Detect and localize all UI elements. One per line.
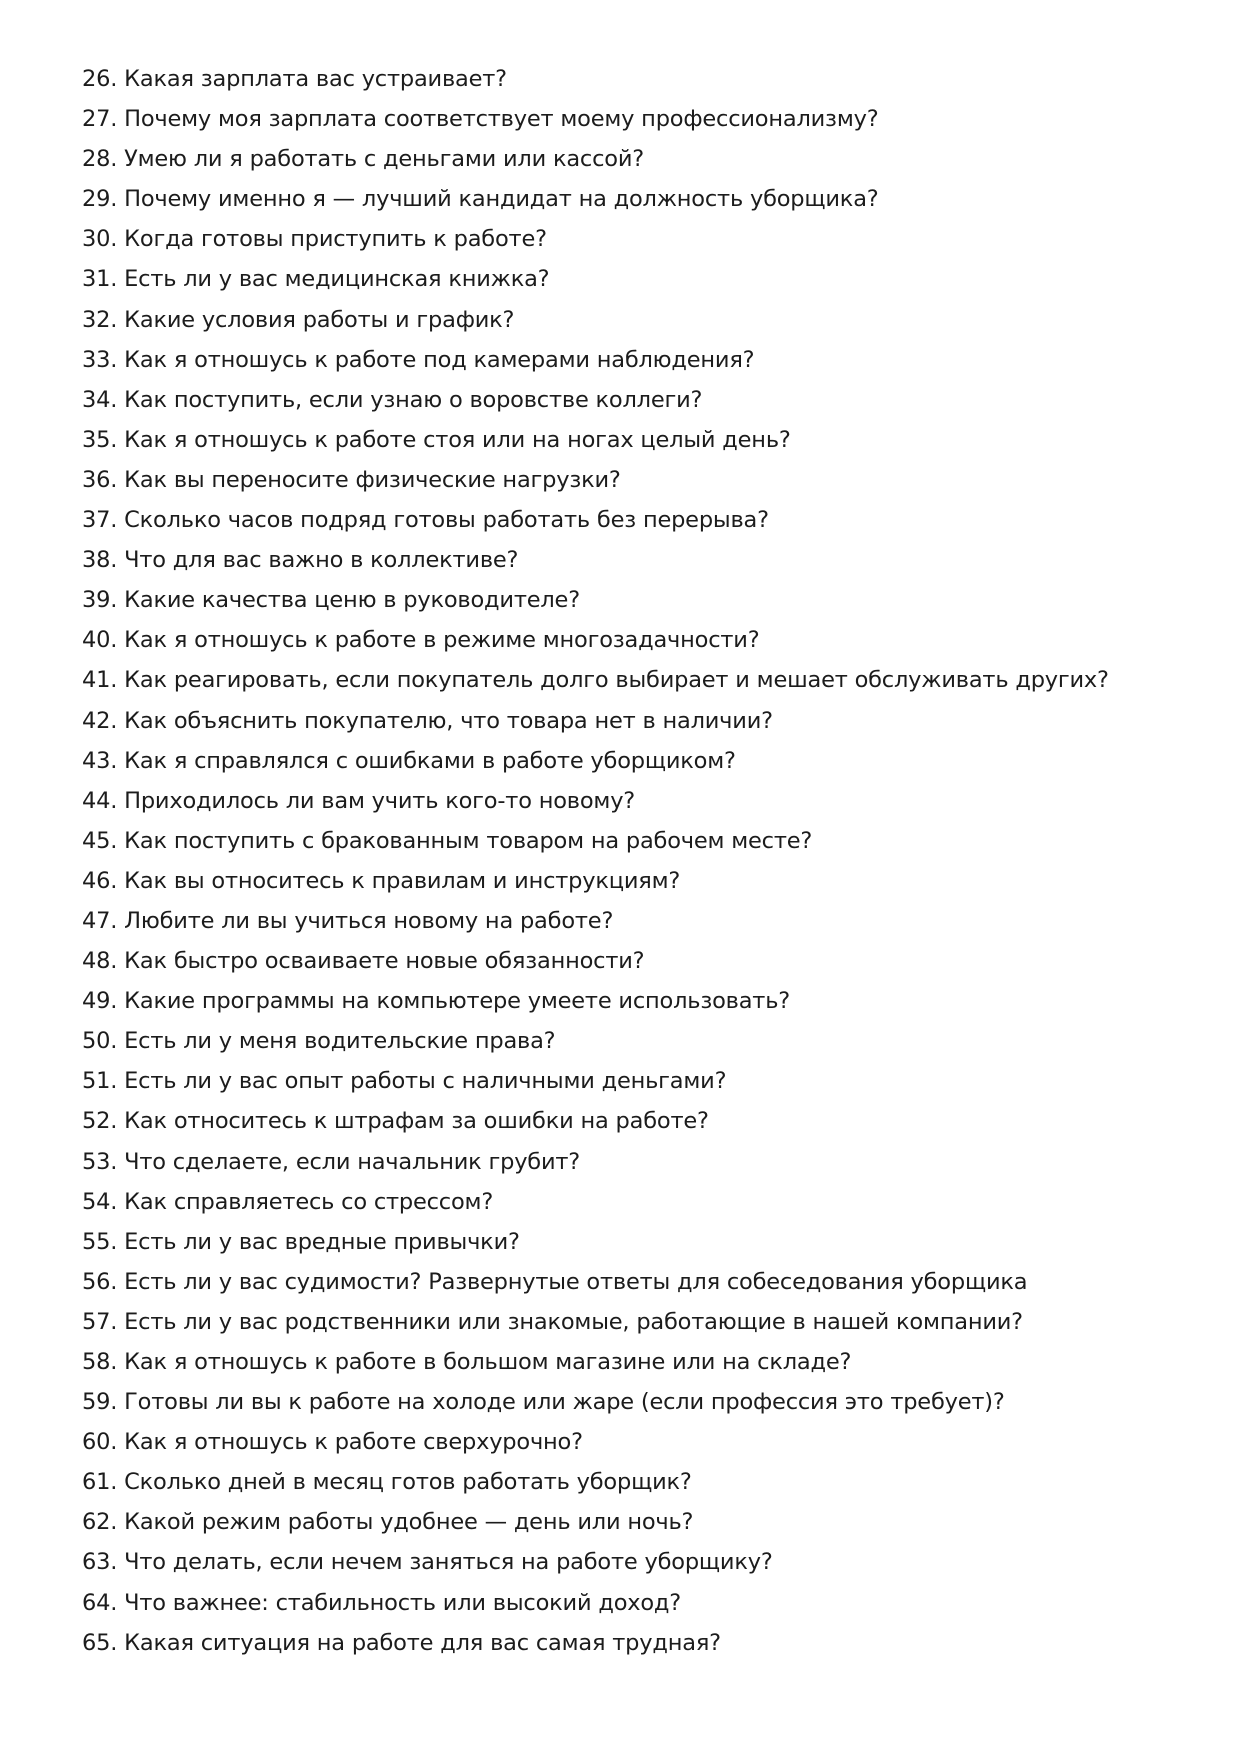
question-item: 56. Есть ли у вас судимости? Развернутые ответы для собеседования уборщика	[82, 1268, 1028, 1295]
question-item: 30. Когда готовы приступить к работе?	[82, 226, 547, 253]
question-item: 51. Есть ли у вас опыт работы с наличными деньгами?	[82, 1068, 727, 1095]
question-item: 55. Есть ли у вас вредные привычки?	[82, 1228, 520, 1255]
question-item: 58. Как я отношусь к работе в большом магазине или на складе?	[82, 1349, 852, 1375]
question-item: 41. Как реагировать, если покупатель долго выбирает и мешает обслуживать других?	[82, 667, 1109, 694]
question-item: 33. Как я отношусь к работе под камерами наблюдения?	[82, 346, 755, 373]
question-item: 47. Любите ли вы учиться новому на работе?	[82, 907, 614, 934]
question-item: 50. Есть ли у меня водительские права?	[82, 1028, 556, 1055]
question-list	[82, 62, 1202, 1666]
question-item: 28. Умею ли я работать с деньгами или кассой?	[82, 146, 645, 173]
question-item: 26. Какая зарплата вас устраивает?	[82, 66, 507, 92]
question-item: 39. Какие качества ценю в руководителе?	[82, 587, 580, 614]
question-item: 49. Какие программы на компьютере умеете использовать?	[82, 988, 791, 1015]
question-item: 44. Приходилось ли вам учить кого-то новому?	[82, 787, 636, 814]
question-item: 32. Какие условия работы и график?	[82, 306, 515, 333]
question-item: 46. Как вы относитесь к правилам и инструкциям?	[82, 867, 681, 894]
question-item: 43. Как я справлялся с ошибками в работе уборщиком?	[82, 747, 736, 774]
question-item: 63. Что делать, если нечем заняться на работе уборщику?	[82, 1549, 773, 1576]
question-item: 35. Как я отношусь к работе стоя или на ногах целый день?	[82, 426, 791, 453]
question-item: 36. Как вы переносите физические нагрузки?	[82, 466, 621, 493]
question-item: 37. Сколько часов подряд готовы работать без перерыва?	[82, 507, 769, 534]
question-item: 27. Почему моя зарплата соответствует моему профессионализму?	[82, 106, 879, 133]
question-item: 38. Что для вас важно в коллективе?	[82, 547, 519, 574]
question-item: 42. Как объяснить покупателю, что товара нет в наличии?	[82, 707, 773, 734]
question-item: 53. Что сделаете, если начальник грубит?	[82, 1148, 581, 1175]
question-item: 61. Сколько дней в месяц готов работать уборщик?	[82, 1469, 692, 1496]
question-item: 31. Есть ли у вас медицинская книжка?	[82, 266, 550, 293]
question-item: 54. Как справляетесь со стрессом?	[82, 1188, 494, 1215]
question-item: 60. Как я отношусь к работе сверхурочно?	[82, 1429, 583, 1456]
question-item: 45. Как поступить с бракованным товаром на рабочем месте?	[82, 827, 813, 854]
question-item: 40. Как я отношусь к работе в режиме многозадачности?	[82, 627, 760, 654]
question-item: 34. Как поступить, если узнаю о воровстве коллеги?	[82, 386, 703, 413]
question-item: 64. Что важнее: стабильность или высокий доход?	[82, 1589, 682, 1616]
question-item: 62. Какой режим работы удобнее — день или ночь?	[82, 1509, 694, 1536]
question-item: 59. Готовы ли вы к работе на холоде или жаре (если профессия это требует)?	[82, 1389, 1005, 1416]
question-item: 52. Как относитесь к штрафам за ошибки на работе?	[82, 1108, 709, 1135]
question-item: 48. Как быстро осваиваете новые обязанности?	[82, 948, 645, 975]
question-item: 57. Есть ли у вас родственники или знакомые, работающие в нашей компании?	[82, 1308, 1023, 1335]
question-item: 65. Какая ситуация на работе для вас самая трудная?	[82, 1629, 721, 1656]
question-item: 29. Почему именно я — лучший кандидат на должность уборщика?	[82, 186, 879, 213]
